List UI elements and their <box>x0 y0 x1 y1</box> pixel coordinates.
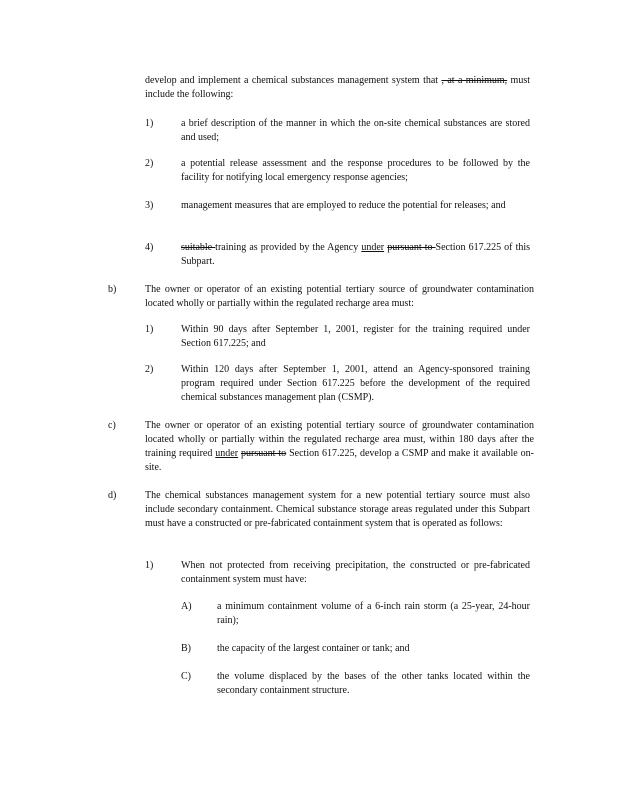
underlined-text: under <box>215 448 239 459</box>
list-item-label: 4) <box>145 242 154 253</box>
section-text: The owner or operator of an existing potential tertiary source of groundwater contamination located wholly or partially within the regulated recharge area must: <box>145 284 534 309</box>
list-item-label: 3) <box>145 200 154 211</box>
struck-text: pursuant to <box>241 448 287 459</box>
struck-text: , at a minimum, <box>441 75 508 86</box>
sub-item-text: a minimum containment volume of a 6-inch rain storm (a 25-year, 24-hour rain); <box>217 601 530 626</box>
sub-item-text: the capacity of the largest container or tank; and <box>217 643 410 654</box>
list-item-text: management measures that are employed to reduce the potential for releases; and <box>181 200 506 211</box>
list-item-label: 1) <box>145 560 154 571</box>
list-item-text: suitable training as provided by the Agency under pursuant to Section 617.225 of this Subpart. <box>181 242 531 267</box>
list-item-label: 1) <box>145 324 154 335</box>
section-text: The chemical substances management system for a new potential tertiary source must also include secondary containment. Chemical substance storage areas regulated under this Subpart must have a constructed or pre-fabricated containment system that is operated as follows: <box>145 490 530 529</box>
struck-text: pursuant to <box>387 242 436 253</box>
struck-text: suitable <box>181 242 216 253</box>
list-item-label: 2) <box>145 364 154 375</box>
intro-paragraph: develop and implement a chemical substances management system that , at a minimum, must include the following: <box>145 75 531 100</box>
section-label: b) <box>108 284 117 295</box>
sub-item-label: B) <box>181 643 191 654</box>
section-text: The owner or operator of an existing potential tertiary source of groundwater contamination located wholly or partially within the regulated recharge area must, within 180 days after the training required under pursuant to Section 617.225, develop a CSMP and make it available on-site. <box>145 420 534 473</box>
underlined-text: under <box>361 242 385 253</box>
list-item-text: Within 90 days after September 1, 2001, register for the training required under Section 617.225; and <box>181 324 530 349</box>
sub-item-label: A) <box>181 601 192 612</box>
list-item-text: a brief description of the manner in which the on-site chemical substances are stored and used; <box>181 118 530 143</box>
sub-item-label: C) <box>181 671 191 682</box>
list-item-text: Within 120 days after September 1, 2001, attend an Agency-sponsored training program required under Section 617.225 before the development of the required chemical substances management plan (CSMP). <box>181 364 530 403</box>
section-label: d) <box>108 490 117 501</box>
list-item-label: 1) <box>145 118 154 129</box>
section-label: c) <box>108 420 116 431</box>
sub-item-text: the volume displaced by the bases of the other tanks located within the secondary containment structure. <box>217 671 530 696</box>
list-item-text: When not protected from receiving precipitation, the constructed or pre-fabricated containment system must have: <box>181 560 530 585</box>
list-item-text: a potential release assessment and the response procedures to be followed by the facility for notifying local emergency response agencies; <box>181 158 530 183</box>
list-item-label: 2) <box>145 158 154 169</box>
